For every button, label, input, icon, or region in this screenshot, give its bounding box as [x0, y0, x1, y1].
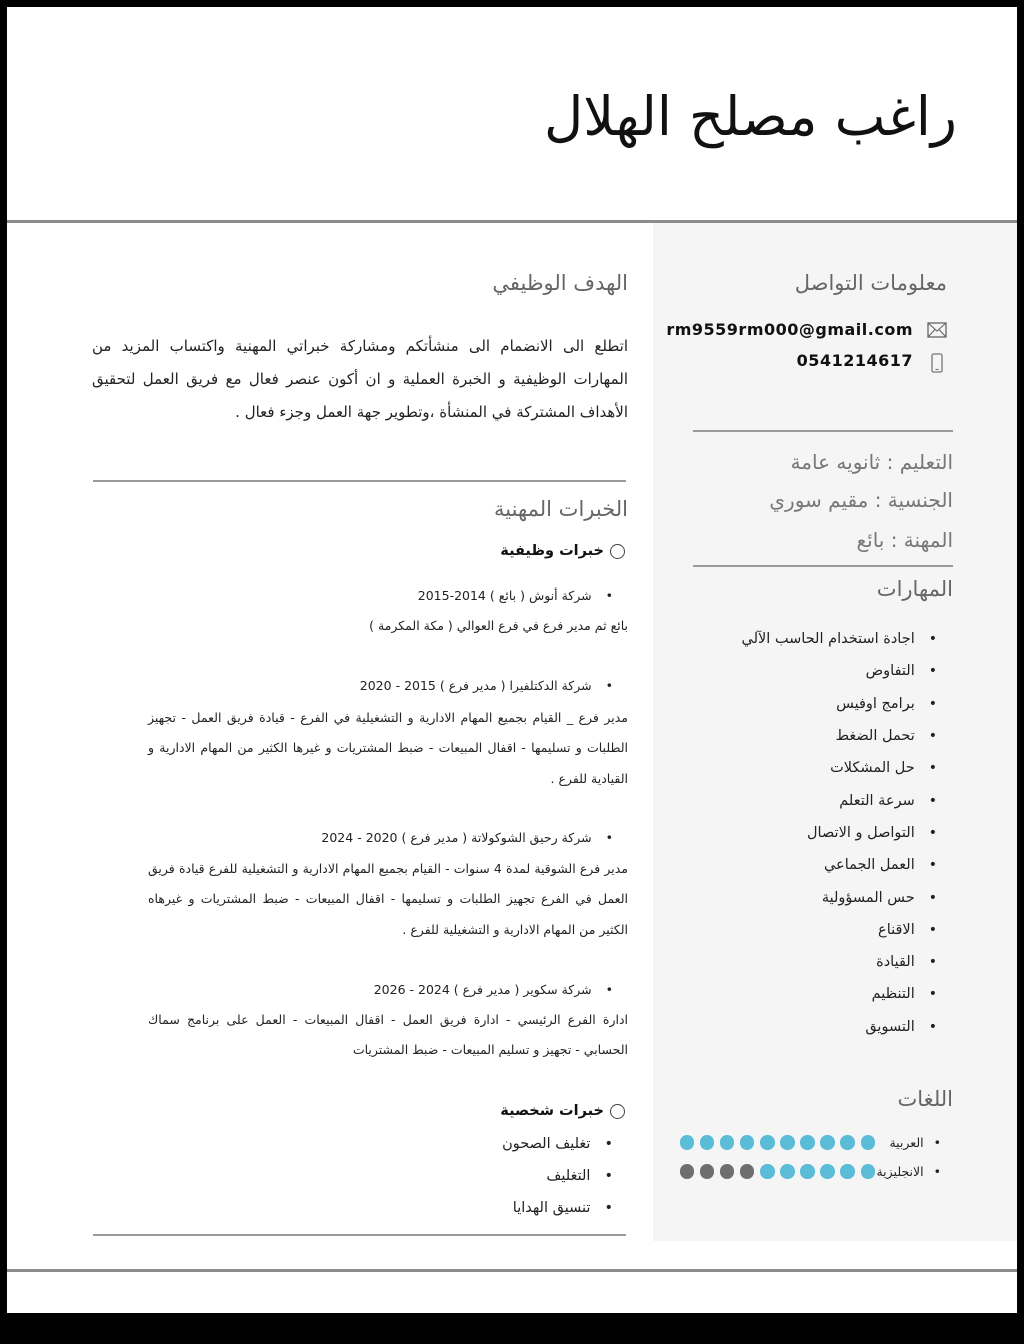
- language-name: • العربية: [875, 1135, 941, 1150]
- level-dot-empty: [680, 1164, 695, 1179]
- job-description: بائع ثم مدير فرع في فرع العوالي ( مكة المكرمة ): [369, 618, 628, 633]
- envelope-icon: [927, 322, 947, 338]
- level-dot-filled: [780, 1164, 795, 1179]
- contact-heading: معلومات التواصل: [794, 271, 947, 295]
- job-title: • شركة رحيق الشوكولاتة ( مدير فرع ) 2020 - 2024: [321, 830, 613, 845]
- level-dot-filled: [720, 1135, 735, 1150]
- education-line: التعليم : ثانويه عامة: [790, 450, 953, 474]
- language-row-english: [680, 1164, 941, 1179]
- level-dot-filled: [680, 1135, 695, 1150]
- skill-item: • حل المشكلات: [741, 752, 937, 784]
- skill-item: • الاقناع: [741, 914, 937, 946]
- language-level-dots: [680, 1135, 875, 1150]
- objective-heading: الهدف الوظيفي: [492, 271, 628, 295]
- experience-heading: الخبرات المهنية: [494, 497, 628, 521]
- main-divider: [93, 1234, 626, 1236]
- languages-heading: اللغات: [897, 1087, 953, 1111]
- job-description: ادارة الفرع الرئيسي - ادارة فريق العمل - اقفال المبيعات - العمل على برنامج سماك الحسابي - تجهيز و تسليم المبيعات - ضبط المشتريات: [148, 1012, 628, 1058]
- skill-item: • سرعة التعلم: [741, 784, 937, 816]
- footer-divider: [7, 1269, 1017, 1272]
- sidebar-divider: [693, 430, 953, 432]
- level-dot-filled: [840, 1135, 855, 1150]
- job-experience-subheading: [500, 543, 625, 559]
- mobile-phone-icon: [927, 353, 947, 369]
- profession-line: المهنة : بائع: [856, 528, 953, 552]
- level-dot-filled: [840, 1164, 855, 1179]
- job-title: • شركة سكوير ( مدير فرع ) 2024 - 2026: [374, 982, 613, 997]
- skill-item: • تحمل الضغط: [741, 720, 937, 752]
- job-experience-label: خبرات وظيفية: [500, 543, 604, 559]
- level-dot-filled: [780, 1135, 795, 1150]
- level-dot-filled: [861, 1135, 876, 1150]
- skill-item: • حس المسؤولية: [741, 881, 937, 913]
- skills-heading: المهارات: [876, 577, 953, 601]
- circle-bullet-icon: [610, 1104, 625, 1119]
- skill-item: • التسويق: [741, 1011, 937, 1043]
- job-description: مدير فرع الشوقية لمدة 4 سنوات - القيام بجميع المهام الادارية و التشغيلية للفرع قيادة فريق العمل في الفرع تجهيز الطلبات و تسليمها - اقفال المبيعات - ضبط المشتريات و غيرهاه الكثير من المهام الادارية و التشغيلية للفرع .: [148, 861, 628, 937]
- level-dot-filled: [700, 1135, 715, 1150]
- personal-experience-item: • تغليف الصحون: [502, 1128, 613, 1160]
- level-dot-filled: [820, 1135, 835, 1150]
- language-level-dots: [680, 1164, 875, 1179]
- phone-text: 0541214617: [796, 351, 913, 370]
- skill-item: • التواصل و الاتصال: [741, 817, 937, 849]
- language-row-arabic: [680, 1135, 941, 1150]
- sidebar: [653, 223, 1017, 1241]
- level-dot-filled: [800, 1164, 815, 1179]
- skill-item: • العمل الجماعي: [741, 849, 937, 881]
- level-dot-filled: [760, 1164, 775, 1179]
- sidebar-divider: [693, 565, 953, 567]
- level-dot-empty: [700, 1164, 715, 1179]
- job-description: مدير فرع _ القيام بجميع المهام الادارية و التشغيلية في الفرع - قيادة فريق العمل - تجهيز الطلبات و تسليمها - اقفال المبيعات - ضبط المشتريات و غيرها الكثير من المهام الادارية و القيادية للفرع .: [148, 710, 628, 786]
- language-name: • الانجليزية: [875, 1164, 941, 1179]
- personal-experience-item: • التغليف: [502, 1160, 613, 1192]
- level-dot-empty: [720, 1164, 735, 1179]
- objective-text: اتطلع الى الانضمام الى منشأتكم ومشاركة خبراتي المهنية واكتساب المزيد من المهارات الوظيفية و الخبرة العملية و ان أكون عنصر فعال مع فريق العمل لتحقيق الأهداف المشتركة في المنشأة ،وتطوير جهة العمل وجزء فعال .: [92, 337, 628, 421]
- personal-experience-label: خبرات شخصية: [500, 1103, 604, 1119]
- main-divider: [93, 480, 626, 482]
- phone-row: [797, 351, 947, 370]
- skill-item: • القيادة: [741, 946, 937, 978]
- personal-experience-subheading: [500, 1103, 625, 1119]
- level-dot-filled: [820, 1164, 835, 1179]
- job-title: • شركة أنوش ( بائع ) 2014-2015: [418, 588, 613, 603]
- circle-bullet-icon: [610, 544, 625, 559]
- main-content: [7, 223, 653, 1263]
- level-dot-empty: [740, 1164, 755, 1179]
- job-title: • شركة الدكتلفيرا ( مدير فرع ) 2015 - 2020: [360, 678, 613, 693]
- level-dot-filled: [760, 1135, 775, 1150]
- level-dot-filled: [800, 1135, 815, 1150]
- skill-item: • برامج اوفيس: [741, 688, 937, 720]
- skills-list: [741, 623, 937, 1043]
- skill-item: • التنظيم: [741, 978, 937, 1010]
- skill-item: • اجادة استخدام الحاسب الآلي: [741, 623, 937, 655]
- personal-experience-item: • تنسيق الهدايا: [502, 1192, 613, 1224]
- level-dot-filled: [740, 1135, 755, 1150]
- applicant-name: راغب مصلح الهلال: [544, 85, 957, 148]
- level-dot-filled: [861, 1164, 876, 1179]
- email-row: [666, 320, 947, 339]
- personal-experience-list: [502, 1128, 613, 1224]
- skill-item: • التفاوض: [741, 655, 937, 687]
- nationality-line: الجنسية : مقيم سوري: [769, 488, 953, 512]
- email-text: rm9559rm000@gmail.com: [666, 320, 913, 339]
- resume-page: [7, 7, 1017, 1313]
